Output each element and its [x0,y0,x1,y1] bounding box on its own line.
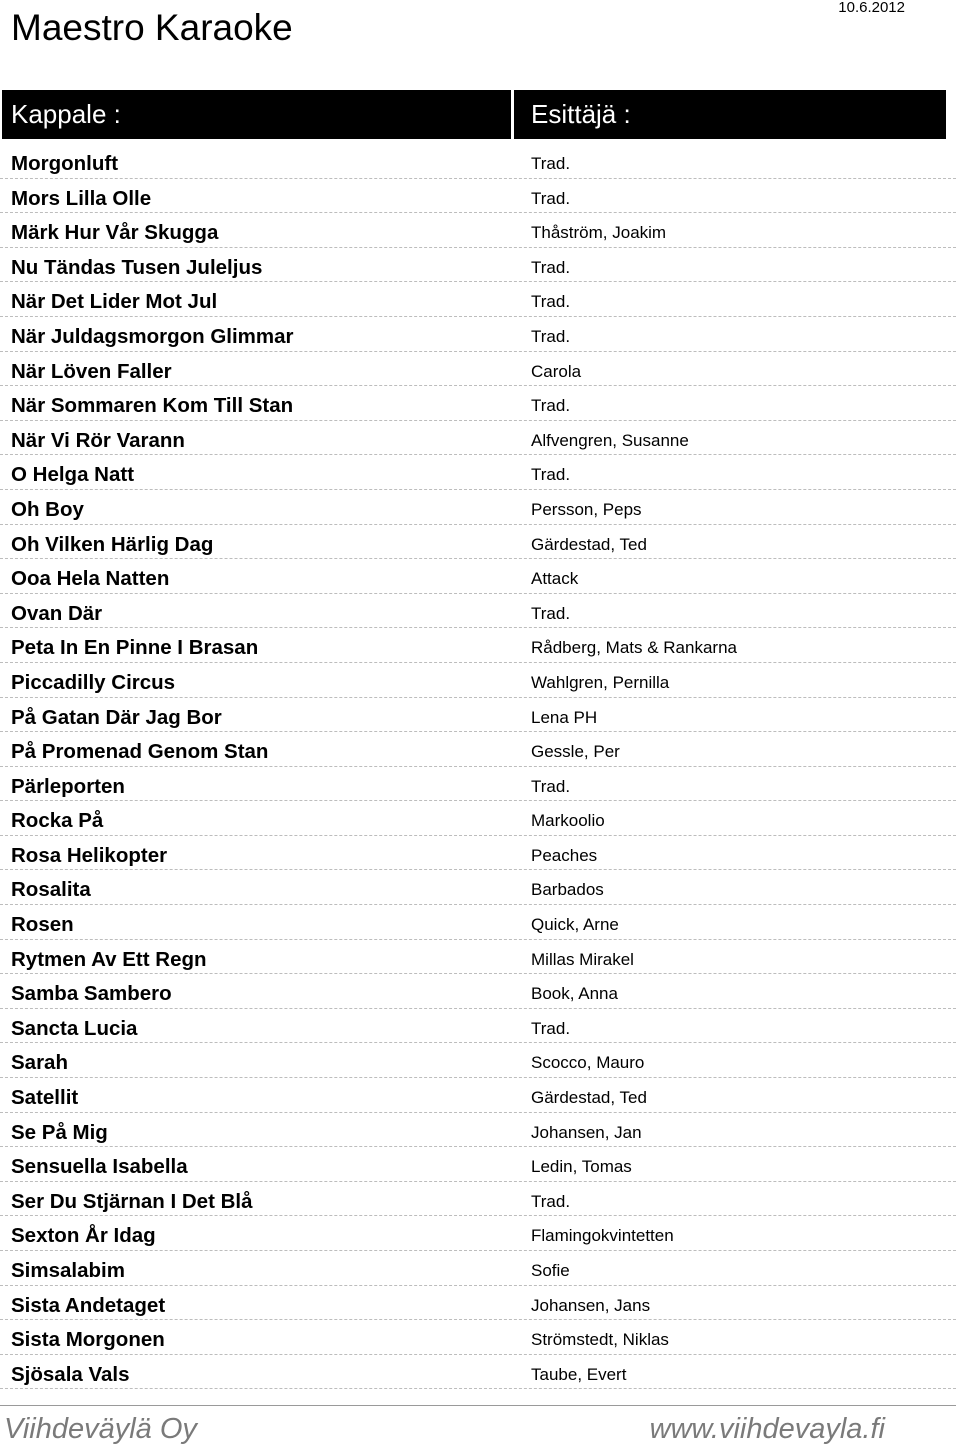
footer-website: www.viihdevayla.fi [649,1413,885,1445]
song-title: Pärleporten [11,774,125,798]
song-title: Oh Vilken Härlig Dag [11,532,214,556]
song-artist: Trad. [531,465,571,485]
table-row [0,248,956,283]
table-header [2,90,946,139]
song-title: Mors Lilla Olle [11,186,152,210]
table-row [0,317,956,352]
song-title: Rosen [11,913,74,937]
song-artist: Carola [531,361,582,381]
song-artist: Alfvengren, Susanne [531,430,689,450]
table-row [0,1078,956,1113]
table-row [0,490,956,525]
song-title: Sensuella Isabella [11,1155,188,1179]
song-artist: Barbados [531,880,604,900]
song-title: När Sommaren Kom Till Stan [11,394,294,418]
song-artist: Trad. [531,292,571,312]
song-artist: Gärdestad, Ted [531,1088,647,1108]
song-artist: Trad. [531,396,571,416]
table-row [0,905,956,940]
song-title: Ovan Där [11,601,103,625]
song-title: När Det Lider Mot Jul [11,290,218,314]
document-title: Maestro Karaoke [11,7,293,48]
song-title: Sista Morgonen [11,1328,165,1352]
table-row [0,1355,956,1390]
song-artist: Trad. [531,257,571,277]
song-artist: Wahlgren, Pernilla [531,672,670,692]
table-row [0,732,956,767]
song-title: Satellit [11,1086,79,1110]
table-row [0,421,956,456]
song-artist: Trad. [531,776,571,796]
song-title: Ser Du Stjärnan I Det Blå [11,1189,253,1213]
song-title: På Promenad Genom Stan [11,740,269,764]
song-title: Oh Boy [11,497,84,521]
table-row [0,1043,956,1078]
table-row [0,179,956,214]
table-row [0,1113,956,1148]
song-title: Rosa Helikopter [11,843,168,867]
song-title: Sancta Lucia [11,1016,138,1040]
table-row [0,455,956,490]
table-row [0,282,956,317]
table-row [0,836,956,871]
table-row [0,1147,956,1182]
footer-divider [0,1405,956,1406]
table-row [0,1009,956,1044]
document-date: 10.6.2012 [838,0,905,16]
table-row [0,628,956,663]
song-title: Rocka På [11,809,104,833]
song-artist: Trad. [531,1018,571,1038]
song-artist: Taube, Evert [531,1364,627,1384]
song-artist: Trad. [531,1191,571,1211]
song-title: När Juldagsmorgon Glimmar [11,324,294,348]
song-artist: Strömstedt, Niklas [531,1330,669,1350]
song-title: Sjösala Vals [11,1362,130,1386]
table-row [0,1251,956,1286]
song-title: Se På Mig [11,1120,108,1144]
footer-company: Viihdeväylä Oy [4,1413,197,1445]
song-artist: Trad. [531,154,571,173]
table-row [0,386,956,421]
song-title: Sarah [11,1051,68,1075]
song-title: Samba Sambero [11,982,172,1006]
song-title: Ooa Hela Natten [11,567,170,591]
table-row [0,594,956,629]
song-artist: Sofie [531,1261,570,1280]
table-row [0,1216,956,1251]
song-list [0,144,956,1389]
song-artist: Trad. [531,603,571,623]
song-artist: Lena PH [531,707,598,727]
song-artist: Flamingokvintetten [531,1226,674,1246]
song-artist: Johansen, Jans [531,1295,651,1315]
song-title: O Helga Natt [11,463,135,487]
song-title: När Vi Rör Varann [11,428,185,452]
song-title: Peta In En Pinne I Brasan [11,636,259,660]
song-title: Sista Andetaget [11,1293,166,1317]
song-title: Märk Hur Vår Skugga [11,221,219,245]
table-row [0,767,956,802]
song-artist: Millas Mirakel [531,949,634,969]
song-artist: Book, Anna [531,984,618,1004]
song-title: Simsalabim [11,1259,125,1282]
song-artist: Johansen, Jan [531,1122,642,1142]
song-artist: Attack [531,569,579,589]
song-title: På Gatan Där Jag Bor [11,705,222,729]
song-artist: Trad. [531,188,571,208]
column-header-song: Kappale : [2,90,511,139]
song-artist: Ledin, Tomas [531,1157,632,1177]
song-artist: Peaches [531,845,598,865]
song-artist: Quick, Arne [531,915,619,935]
song-artist: Scocco, Mauro [531,1053,645,1073]
song-title: Piccadilly Circus [11,670,176,694]
table-row [0,525,956,560]
table-row [0,1182,956,1217]
table-row [0,352,956,387]
song-artist: Gessle, Per [531,742,620,762]
table-row [0,213,956,248]
song-artist: Thåström, Joakim [531,223,667,243]
song-title: Nu Tändas Tusen Juleljus [11,255,263,279]
table-row [0,663,956,698]
table-row [0,974,956,1009]
table-row [0,1286,956,1321]
song-title: Morgonluft [11,152,119,175]
song-title: När Löven Faller [11,359,172,383]
table-row [0,940,956,975]
table-row [0,870,956,905]
table-row [0,698,956,733]
song-artist: Persson, Peps [531,499,642,519]
song-artist: Markoolio [531,811,605,831]
song-title: Rosalita [11,878,91,902]
table-row [0,801,956,836]
song-artist: Rådberg, Mats & Rankarna [531,638,737,658]
table-row [0,559,956,594]
table-row [0,1320,956,1355]
column-header-artist: Esittäjä : [514,90,946,139]
table-row [0,144,956,179]
song-title: Rytmen Av Ett Regn [11,947,207,971]
song-artist: Trad. [531,326,571,346]
song-title: Sexton År Idag [11,1224,156,1248]
song-artist: Gärdestad, Ted [531,534,647,554]
